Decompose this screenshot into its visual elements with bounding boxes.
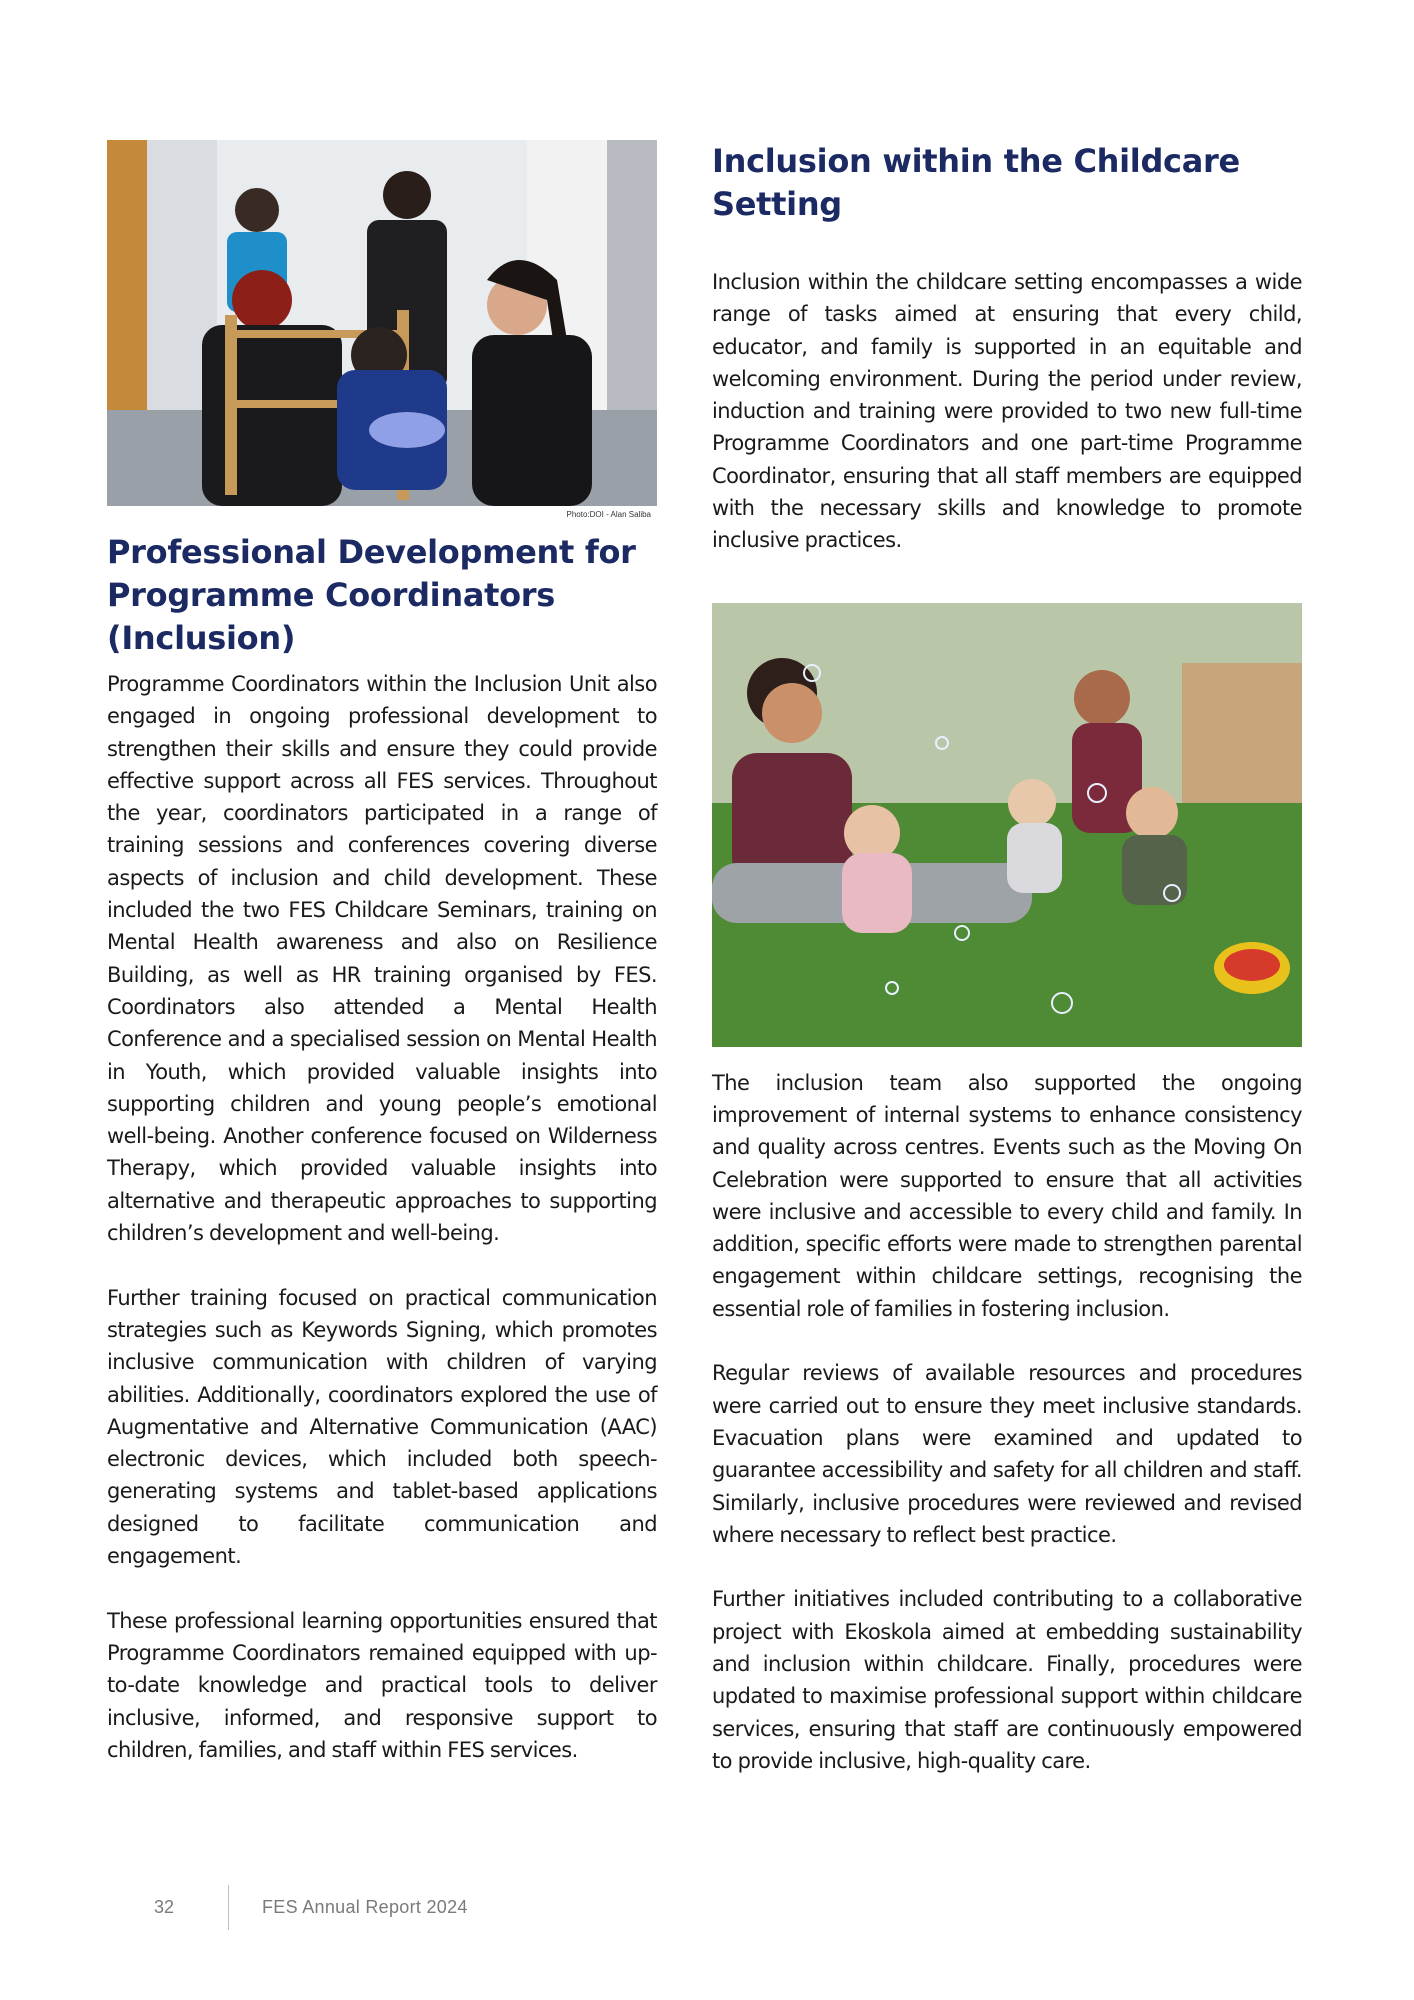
therapy-session-photo	[107, 140, 657, 506]
body-paragraph: The inclusion team also supported the ongoing improvement of internal systems to enhance consistency and quality across centres. Events such as the Moving On Celebration were supported to ensure that all activities were inclusive and accessible to every child and family. In addition, specific efforts were made to strengthen parental engagement within childcare settings, recognising the essential role of families in fostering inclusion.	[712, 1070, 1302, 1321]
body-paragraph: Further initiatives included contributing to a collaborative project with Ekoskola aimed at embedding sustainability and inclusion within childcare. Finally, procedures were updated to maximise professional support within childcare services, ensuring that staff are continuously empowered to provide inclusive, high-quality care.	[712, 1587, 1302, 1773]
childcare-bubbles-photo	[712, 603, 1302, 1047]
photo-credit: Photo:DOI - Alan Saliba	[566, 510, 651, 519]
intro-paragraph: Inclusion within the childcare setting encompasses a wide range of tasks aimed at ensuring that every child, educator, and family is supported in an equitable and welcoming environment. During the period under review, induction and training were provided to two new full-time Programme Coordinators and one part-time Programme Coordinator, ensuring that all staff members are equipped with the necessary skills and knowledge to promote inclusive practices.	[712, 270, 1302, 553]
therapy-session-illustration	[107, 140, 657, 506]
body-paragraph: Programme Coordinators within the Inclusion Unit also engaged in ongoing professional development to strengthen their skills and ensure they could provide effective support across all FES services. Throughout the year, coordinators participated in a range of training sessions and conferences covering diverse aspects of inclusion and child development. These included the two FES Childcare Seminars, training on Mental Health awareness and also on Resilience Building, as well as HR training organised by FES. Coordinators also attended a Mental Health Conference and a specialised session on Mental Health in Youth, which provided valuable insights into supporting children and young people’s emotional well-being. Another conference focused on Wilderness Therapy, which provided valuable insights into alternative and therapeutic approaches to supporting children’s development and well-being.	[107, 672, 657, 1246]
footer-divider	[228, 1885, 229, 1930]
childcare-photo-wrapper	[712, 603, 1302, 1047]
right-column	[712, 140, 1302, 1777]
section-heading-professional-development: Professional Development for Programme Coordinators (Inclusion)	[107, 533, 636, 657]
footer-report-title: FES Annual Report 2024	[262, 1897, 468, 1917]
body-paragraph: Further training focused on practical communication strategies such as Keywords Signing, which promotes inclusive communication with children of varying abilities. Additionally, coordinators explored the use of Augmentative and Alternative Communication (AAC) electronic devices, which included both speech-generating systems and tablet-based applications designed to facilitate communication and engagement.	[107, 1285, 657, 1569]
childcare-bubbles-illustration	[712, 603, 1302, 1047]
section-heading-inclusion-childcare: Inclusion within the Childcare Setting	[712, 142, 1240, 223]
body-paragraph: These professional learning opportunities ensured that Programme Coordinators remained equipped with up-to-date knowledge and practical tools to deliver inclusive, informed, and responsive support to children, families, and staff within FES services.	[107, 1608, 657, 1762]
body-paragraph: Regular reviews of available resources and procedures were carried out to ensure they meet inclusive standards. Evacuation plans were examined and updated to guarantee accessibility and safety for all children and staff. Similarly, inclusive procedures were reviewed and revised where necessary to reflect best practice.	[712, 1361, 1302, 1547]
page-number: 32	[154, 1897, 175, 1917]
page-footer	[0, 1885, 1414, 1930]
left-column	[107, 140, 657, 1766]
